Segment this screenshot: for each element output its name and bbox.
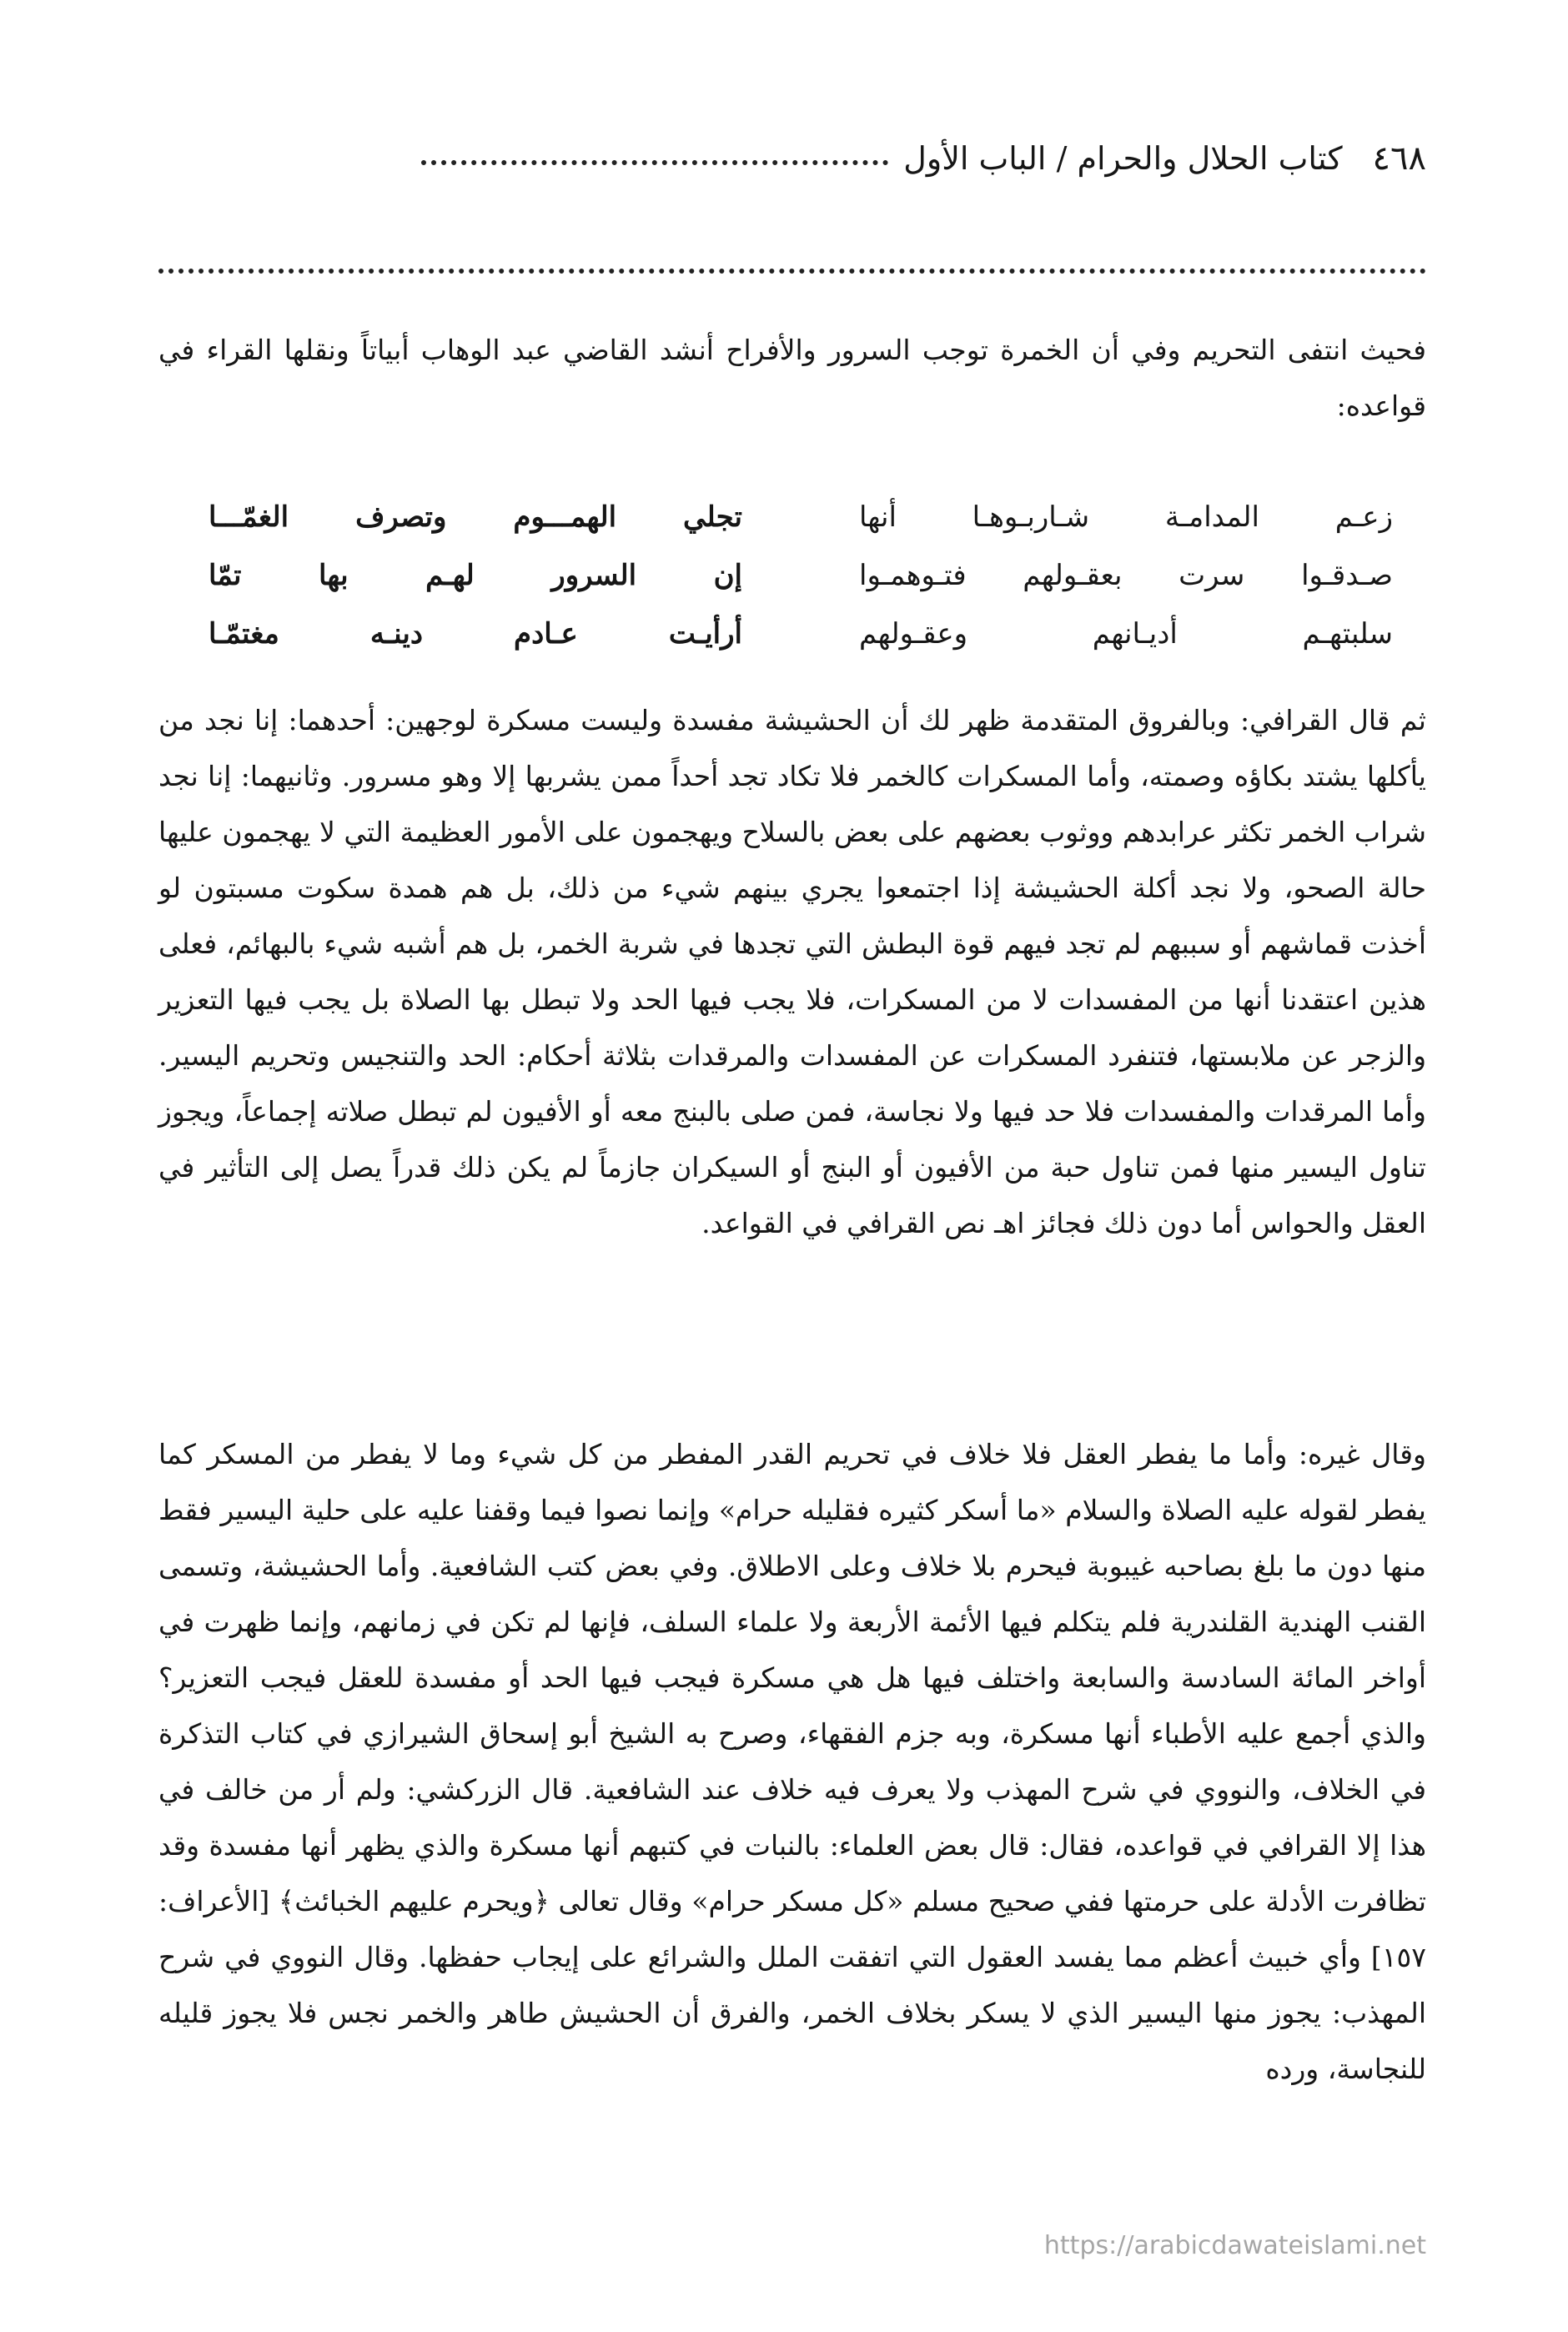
verse-second-hemistich: تجلي الهمـــوم وتصرف الغمّـــا [209, 500, 742, 534]
dotted-leader [421, 160, 888, 165]
verse-second-hemistich: أرأيـت عـادم دينـه مغتمّـا [209, 617, 742, 651]
verse-first-hemistich: زعـم المدامـة شـاربـوهـا أنها [859, 500, 1393, 534]
qarafi-paragraph: ثم قال القرافي: وبالفروق المتقدمة ظهر لك أن الحشيشة مفسدة وليست مسكرة لوجهين: أحدهما: إنا نجد من يأكلها يشتد بكاؤه وصمته، وأما المسكرات كالخمر فلا تكاد تجد أحداً ممن يشربها إلا وهو مسرور. وثانيهما: إنا نجد شراب الخمر تكثر عرابدهم ووثوب بعضهم على بعض بالسلاح ويهجمون على الأمور العظيمة التي لا يهجمون عليها حالة الصحو، ولا نجد أكلة الحشيشة إذا اجتمعوا يجري بينهم شيء من ذلك، بل هم همدة سكوت مسبتون لو أخذت قماشهم أو سببهم لم تجد فيهم قوة البطش التي تجدها في شربة الخمر، بل هم أشبه شيء بالبهائم، فعلى هذين اعتقدنا أنها من المفسدات لا من المسكرات، فلا يجب فيها الحد ولا تبطل بها الصلاة بل يجب فيها التعزير والزجر عن ملابستها، فتنفرد المسكرات عن المفسدات والمرقدات بثلاثة أحكام: الحد والتنجيس وتحريم اليسير. وأما المرقدات والمفسدات فلا حد فيها ولا نجاسة، فمن صلى بالبنج معه أو الأفيون لم تبطل صلاته إجماعاً، ويجوز تناول اليسير منها فمن تناول حبة من الأفيون أو البنج أو السيكران جازماً لم يكن ذلك قدراً يصل إلى التأثير في العقل والحواس أما دون ذلك فجائز اهـ نص القرافي في القواعد. [158, 704, 1426, 1239]
poem [209, 488, 1393, 663]
running-head [158, 125, 1426, 192]
source-watermark: https://arabicdawateislami.net [1043, 2231, 1426, 2260]
verse-second-hemistich: إن السرور لهـم بها تمّا [209, 559, 742, 592]
hashish-ruling-paragraph: وقال غيره: وأما ما يفطر العقل فلا خلاف في تحريم القدر المفطر من كل شيء وما لا يفطر من المسكر كما يفطر لقوله عليه الصلاة والسلام «ما أسكر كثيره فقليله حرام» وإنما نصوا فيما وقفنا عليه على حلية اليسير فقط منها دون ما بلغ بصاحبه غيبوبة فيحرم بلا خلاف وعلى الاطلاق. وفي بعض كتب الشافعية. وأما الحشيشة، وتسمى القنب الهندية القلندرية فلم يتكلم فيها الأئمة الأربعة ولا علماء السلف، فإنها لم تكن في زمانهم، وإنما ظهرت في أواخر المائة السادسة والسابعة واختلف فيها هل هي مسكرة فيجب فيها الحد أو مفسدة للعقل فيجب التعزير؟ والذي أجمع عليه الأطباء أنها مسكرة، وبه جزم الفقهاء، وصرح به الشيخ أبو إسحاق الشيرازي في كتاب التذكرة في الخلاف، والنووي في شرح المهذب ولا يعرف فيه خلاف عند الشافعية. قال الزركشي: ولم أر من خالف في هذا إلا القرافي في قواعده، فقال: قال بعض العلماء: بالنبات في كتبهم أنها مسكرة والذي يظهر أنها مفسدة وقد تظافرت الأدلة على حرمتها ففي صحيح مسلم «كل مسكر حرام» وقال تعالى ﴿ويحرم عليهم الخبائث﴾ [الأعراف: ١٥٧] وأي خبيث أعظم مما يفسد العقول التي اتفقت الملل والشرائع على إيجاب حفظها. وقال النووي في شرح المهذب: يجوز منها اليسير الذي لا يسكر بخلاف الخمر، والفرق أن الحشيش طاهر والخمر نجس فلا يجوز قليله للنجاسة، ورده [158, 1438, 1427, 2085]
intro-paragraph: فحيث انتفى التحريم وفي أن الخمرة توجب السرور والأفراح أنشد القاضي عبد الوهاب أبياتاً ونقلها القراء في قواعده: [158, 334, 1426, 422]
poem-verse [209, 605, 1393, 663]
verse-first-hemistich: سلبتهـم أديـانهم وعقـولهم [859, 617, 1393, 651]
poem-verse [209, 488, 1393, 546]
verse-first-hemistich: صـدقـوا سرت بعقـولهم فتـوهمـوا [859, 559, 1393, 592]
page-number: ٤٦٨ [1372, 139, 1426, 178]
running-title: كتاب الحلال والحرام / الباب الأول [903, 140, 1343, 177]
poem-verse [209, 546, 1393, 605]
header-dotted-rule [158, 269, 1426, 274]
